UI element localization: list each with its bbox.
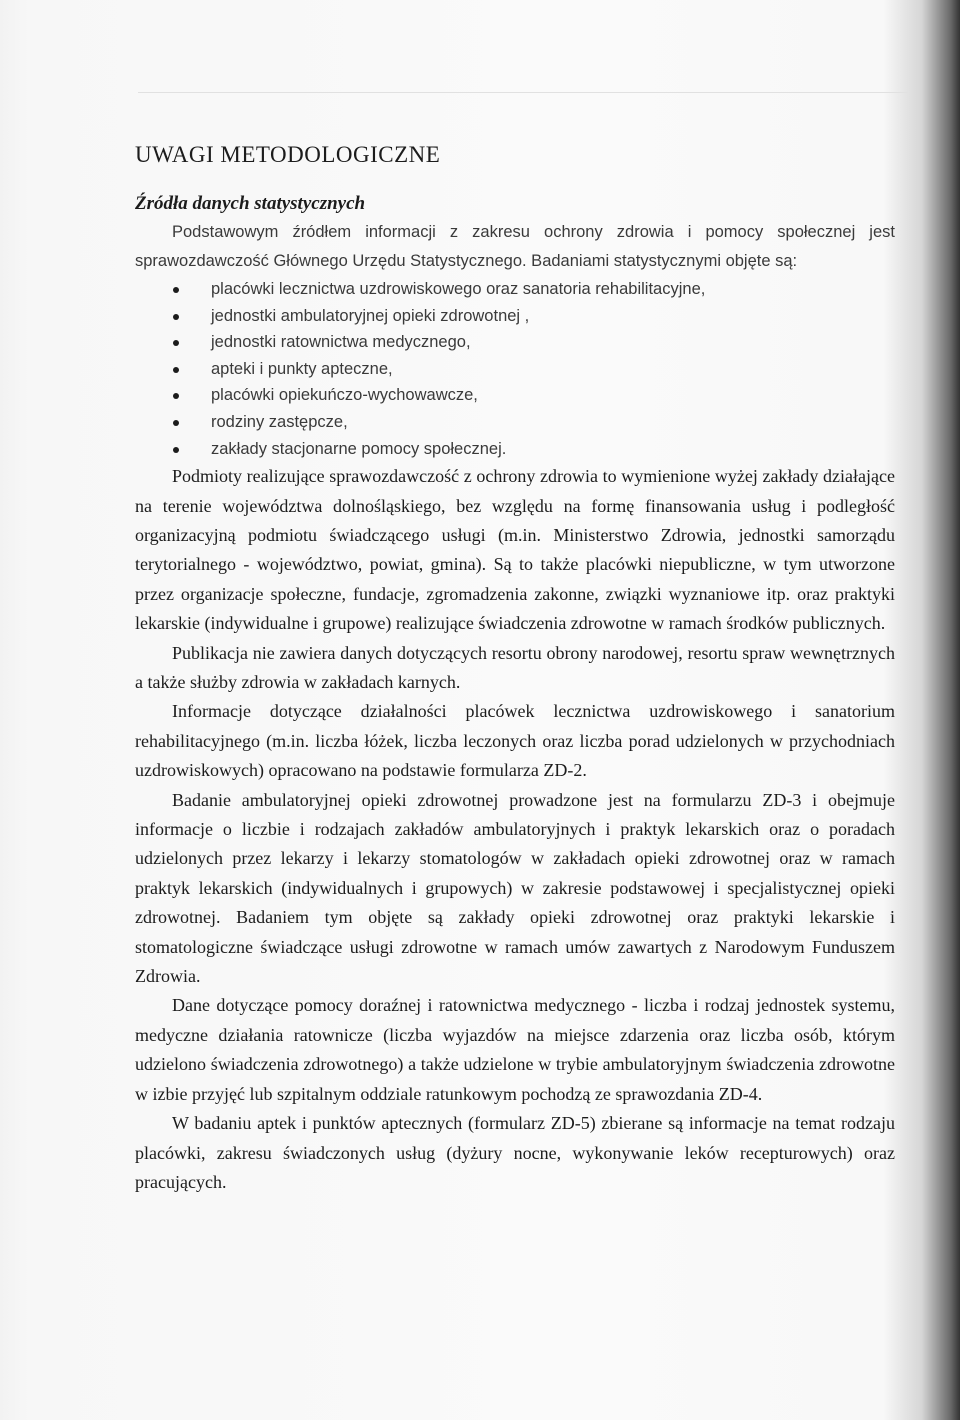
scan-artifact-line: [138, 92, 908, 93]
list-item: zakłady stacjonarne pomocy społecznej.: [135, 436, 895, 463]
paragraph-spa-treatment: Informacje dotyczące działalności placówek lecznictwa uzdrowiskowego i sanatorium rehabilitacyjnego (m.in. liczba łóżek, liczba leczonych oraz liczba porad udzielonych w przychodniach uzdrowiskowych) opracowano na podstawie formularza ZD-2.: [135, 701, 895, 781]
list-item: jednostki ambulatoryjnej opieki zdrowotnej ,: [135, 303, 895, 330]
paragraph-emergency-services: Dane dotyczące pomocy doraźnej i ratownictwa medycznego - liczba i rodzaj jednostek systemu, medyczne działania ratownicze (liczba wyjazdów na miejsce zdarzenia oraz liczba osób, którym udzielono świadczenia zdrowotnego) a także udzielone w trybie ambulatoryjnym świadczenia zdrowotne w izbie przyjęć lub szpitalnym oddziale ratunkowym pochodzą ze sprawozdania ZD-4.: [135, 995, 895, 1104]
bullet-icon: [173, 393, 179, 399]
paragraph-exclusions: Publikacja nie zawiera danych dotyczących resortu obrony narodowej, resortu spraw wewnętrznych a także służby zdrowia w zakładach karnych.: [135, 642, 895, 692]
surveyed-units-list: [135, 276, 895, 462]
paragraph-pharmacies: W badaniu aptek i punktów aptecznych (formularz ZD-5) zbierane są informacje na temat rodzaju placówki, zakresu świadczonych usług (dyżury nocne, wykonywanie leków recepturowych) oraz pracujących.: [135, 1113, 895, 1192]
list-item: jednostki ratownictwa medycznego,: [135, 329, 895, 356]
paragraph-reporting-entities: Podmioty realizujące sprawozdawczość z ochrony zdrowia to wymienione wyżej zakłady działające na terenie województwa dolnośląskiego, bez względu na formę finansowania usług i podległość organizacyjną podmiotu świadczącego usługi (m.in. Ministerstwo Zdrowia, jednostki samorządu terytorialnego - województwo, powiat, gmina). Są to także placówki niepubliczne, w tym utworzone przez organizacje społeczne, fundacje, zgromadzenia zakonne, związki wyznaniowe itp. oraz praktyki lekarskie (indywidualne i grupowe) realizujące świadczenia zdrowotne w ramach środków publicznych.: [135, 466, 895, 634]
list-item: placówki lecznictwa uzdrowiskowego oraz sanatoria rehabilitacyjne,: [135, 276, 895, 303]
section-heading: UWAGI METODOLOGICZNE: [135, 142, 441, 167]
list-item: apteki i punkty apteczne,: [135, 356, 895, 383]
bullet-icon: [173, 287, 179, 293]
page-content: [135, 138, 895, 1197]
bullet-icon: [173, 340, 179, 346]
bullet-icon: [173, 447, 179, 453]
list-item: placówki opiekuńczo-wychowawcze,: [135, 382, 895, 409]
subsection-heading: Źródła danych statystycznych: [135, 193, 366, 214]
intro-paragraph: Podstawowym źródłem informacji z zakresu ochrony zdrowia i pomocy społecznej jest sprawozdawczość Głównego Urzędu Statystycznego. Badaniami statystycznymi objęte są:: [135, 223, 895, 270]
bullet-icon: [173, 367, 179, 373]
bullet-icon: [173, 314, 179, 320]
paragraph-outpatient-care: Badanie ambulatoryjnej opieki zdrowotnej prowadzone jest na formularzu ZD-3 i obejmuje informacje o liczbie i rodzajach zakładów ambulatoryjnych i praktyk lekarskich oraz o poradach udzielonych przez lekarzy i lekarzy stomatologów w zakładach opieki zdrowotnej oraz w ramach praktyk lekarskich (indywidualnych i grupowych) w zakresie podstawowej i specjalistycznej opieki zdrowotnej. Badaniem tym objęte są zakłady opieki zdrowotnej oraz praktyki lekarskie i stomatologiczne świadczące usługi zdrowotne w ramach umów zawartych z Narodowym Funduszem Zdrowia.: [135, 789, 895, 987]
bullet-icon: [173, 420, 179, 426]
list-item: rodziny zastępcze,: [135, 409, 895, 436]
